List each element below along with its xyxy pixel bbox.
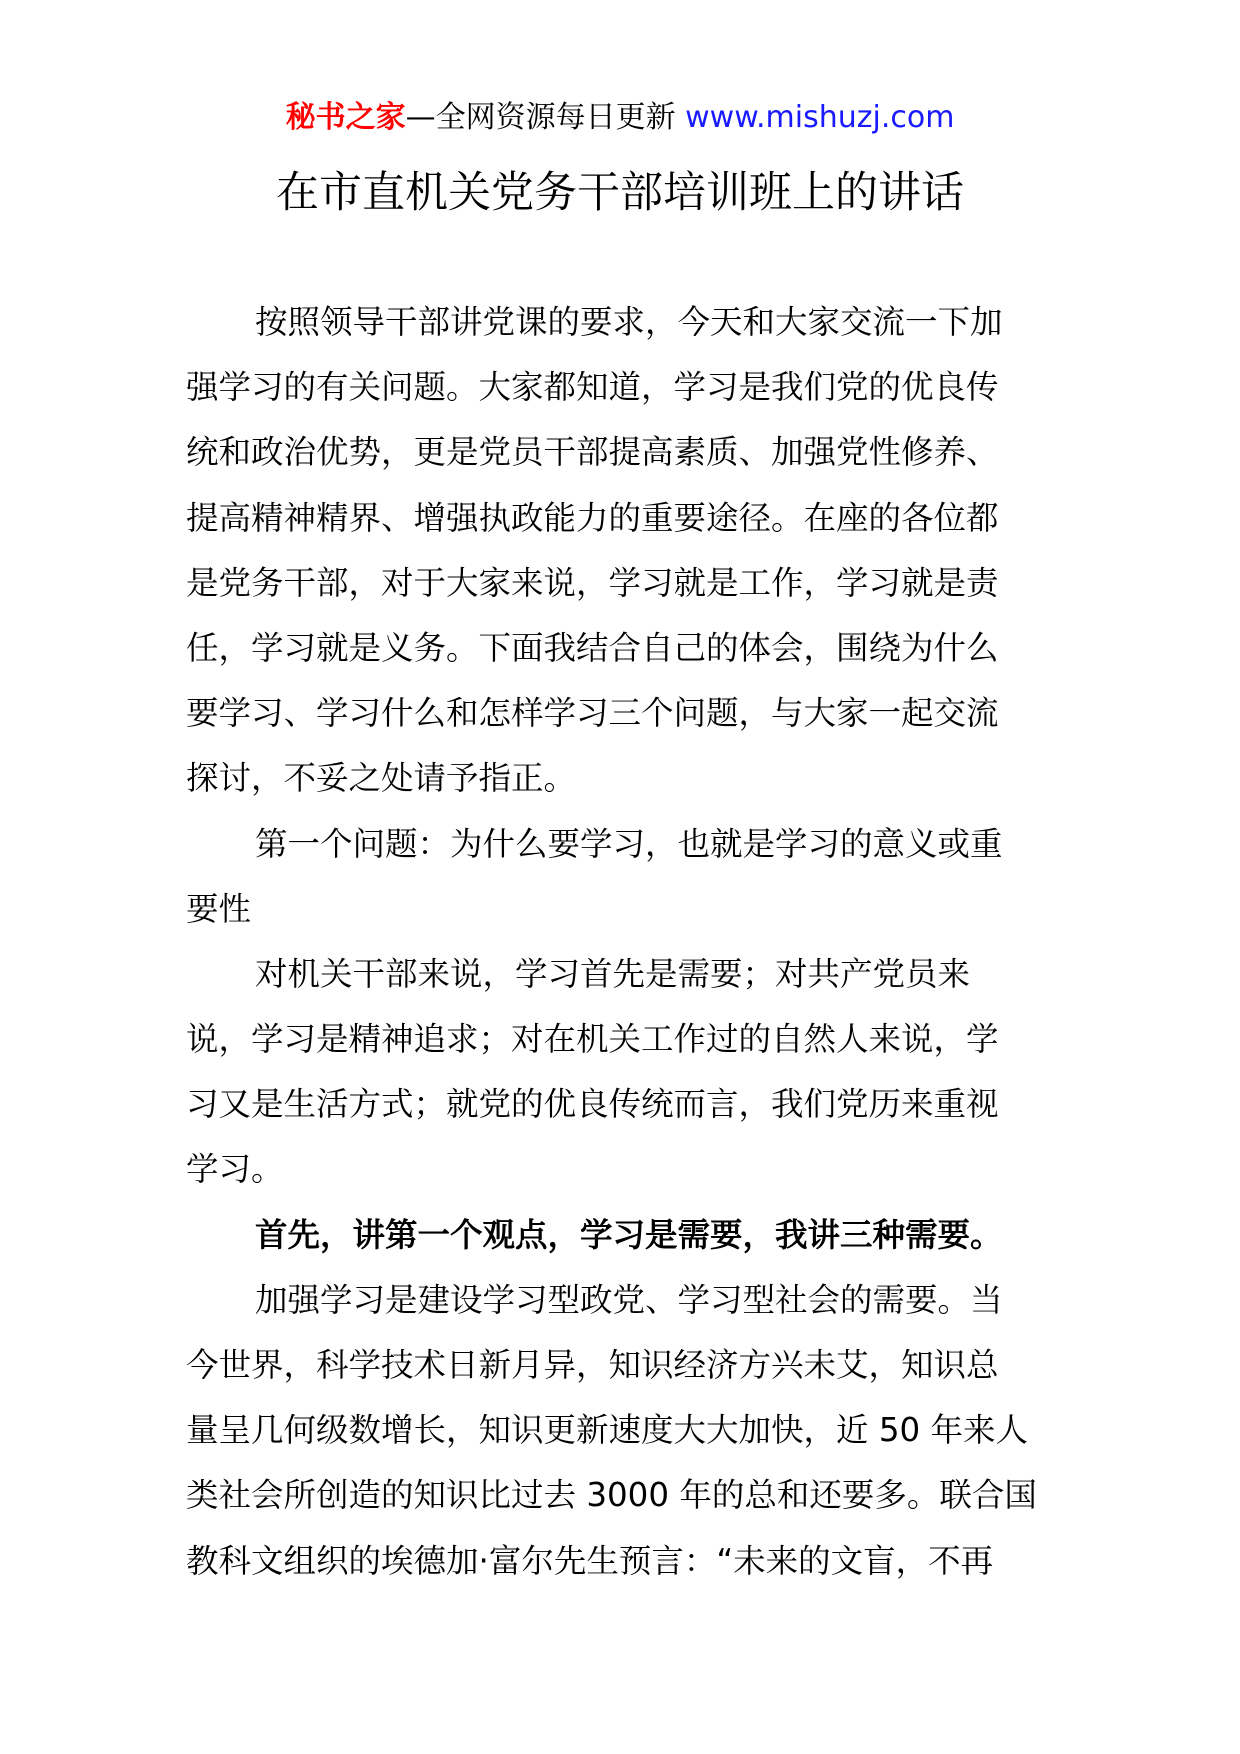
paragraph-line: 类社会所创造的知识比过去 3000 年的总和还要多。联合国: [186, 1476, 1037, 1515]
section-heading-line: 第一个问题：为什么要学习，也就是学习的意义或重: [255, 824, 1003, 863]
site-header: [0, 98, 1240, 138]
paragraph-line: 按照领导干部讲党课的要求，今天和大家交流一下加: [255, 303, 1003, 341]
paragraph-line: 说，学习是精神追求；对在机关工作过的自然人来说，学: [186, 1020, 999, 1059]
paragraph-line: 学习。: [186, 1150, 284, 1189]
paragraph-line: 要学习、学习什么和怎样学习三个问题，与大家一起交流: [186, 694, 999, 733]
section-heading-line: 要性: [186, 889, 252, 928]
paragraph-line: 对机关干部来说，学习首先是需要；对共产党员来: [255, 954, 971, 993]
paragraph-line: 今世界，科学技术日新月异，知识经济方兴未艾，知识总: [186, 1346, 999, 1384]
paragraph-line: 强学习的有关问题。大家都知道，学习是我们党的优良传: [186, 368, 999, 407]
bold-point-line: 首先，讲第一个观点，学习是需要，我讲三种需要。: [255, 1215, 1003, 1254]
document-body: [186, 290, 1066, 1594]
paragraph-line: 统和政治优势，更是党员干部提高素质、加强党性修养、: [186, 433, 999, 472]
site-tagline: —全网资源每日更新: [405, 100, 686, 135]
paragraph-line: 提高精神精界、增强执政能力的重要途径。在座的各位都: [186, 498, 999, 537]
paragraph-line: 探讨，不妥之处请予指正。: [186, 759, 577, 798]
paragraph-line: 教科文组织的埃德加·富尔先生预言：“未来的文盲，不再: [186, 1541, 994, 1580]
paragraph-line: 是党务干部，对于大家来说，学习就是工作，学习就是责: [186, 563, 999, 602]
paragraph-line: 任，学习就是义务。下面我结合自己的体会，围绕为什么: [186, 628, 999, 667]
site-url-link[interactable]: www.mishuzj.com: [685, 100, 955, 135]
paragraph-line: 量呈几何级数增长，知识更新速度大大加快，近 50 年来人: [186, 1411, 1029, 1450]
paragraph-line: 加强学习是建设学习型政党、学习型社会的需要。当: [255, 1280, 1003, 1319]
site-brand: 秘书之家: [285, 100, 406, 135]
document-title: 在市直机关党务干部培训班上的讲话: [276, 168, 964, 218]
paragraph-line: 习又是生活方式；就党的优良传统而言，我们党历来重视: [186, 1085, 999, 1124]
